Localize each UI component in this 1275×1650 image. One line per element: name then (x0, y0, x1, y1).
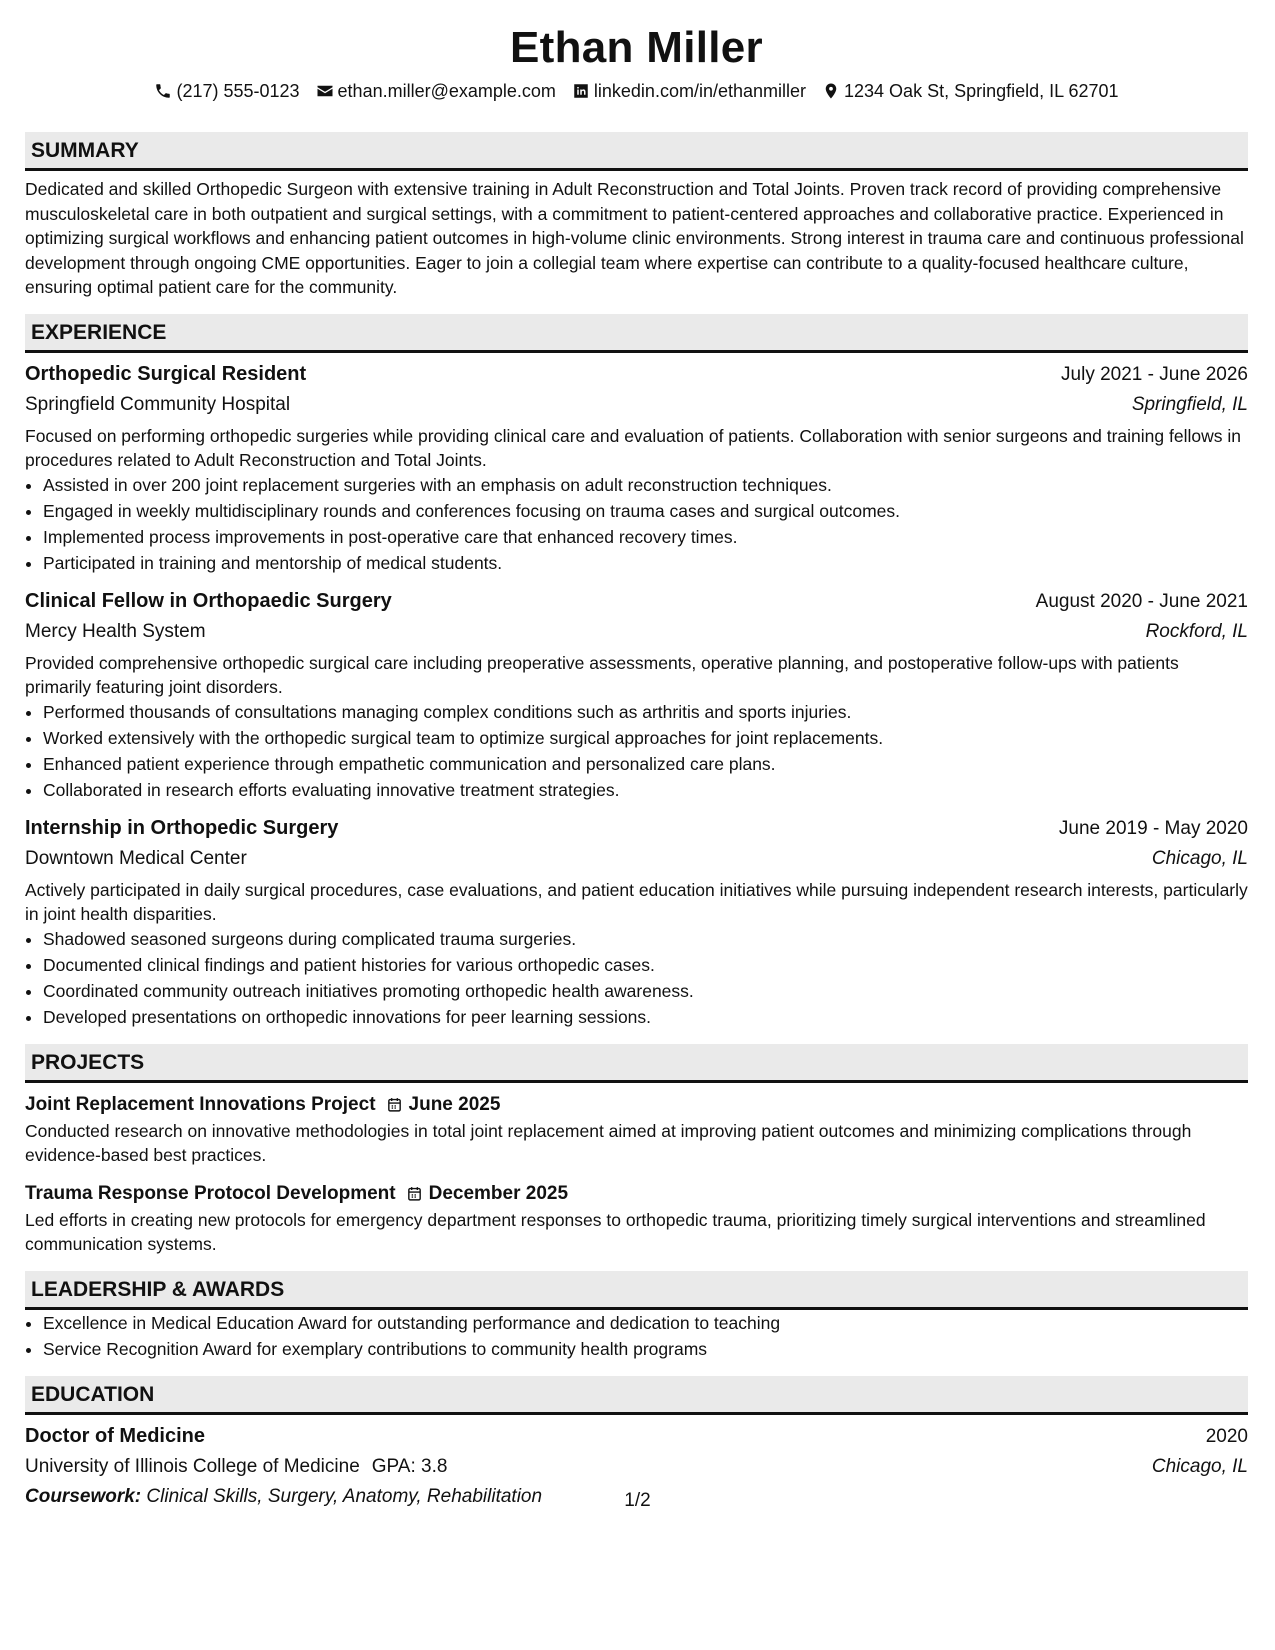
calendar-icon (406, 1185, 423, 1202)
list-item: • Shadowed seasoned surgeons during complicated trauma surgeries. (43, 926, 1248, 952)
candidate-name: Ethan Miller (510, 23, 763, 72)
awards-list (25, 1310, 1248, 1362)
job-title: Clinical Fellow in Orthopaedic Surgery (25, 589, 392, 612)
job-location: Chicago, IL (1151, 847, 1248, 869)
school-line (25, 1452, 447, 1482)
graduation-year: 2020 (1205, 1425, 1248, 1447)
job-bullets (25, 699, 1248, 803)
list-item: • Participated in training and mentorship of medical students. (43, 550, 1248, 576)
contact-email[interactable] (316, 78, 556, 104)
list-item: • Performed thousands of consultations managing complex conditions such as arthritis and sports injuries. (43, 699, 1248, 725)
list-item: • Assisted in over 200 joint replacement surgeries with an emphasis on adult reconstruction techniques. (43, 472, 1248, 498)
project-description: Conducted research on innovative methodologies in total joint replacement aimed at improving patient outcomes and minimizing complications through evidence-based best practices. (25, 1120, 1192, 1165)
degree: Doctor of Medicine (25, 1424, 206, 1447)
list-item: • Service Recognition Award for exemplary contributions to community health programs (43, 1336, 1248, 1362)
page-number: 1/2 (624, 1490, 651, 1511)
school-name: University of Illinois College of Medicine (25, 1455, 360, 1477)
job-dates: August 2020 - June 2021 (1035, 590, 1248, 612)
section-heading-education: EDUCATION (25, 1376, 1248, 1415)
list-item: • Documented clinical findings and patient histories for various orthopedic cases. (43, 952, 1248, 978)
job-location: Springfield, IL (1131, 393, 1248, 415)
list-item: • Coordinated community outreach initiatives promoting orthopedic health awareness. (43, 978, 1248, 1004)
job-location: Rockford, IL (1145, 620, 1248, 642)
job-bullets (25, 472, 1248, 576)
contact-bar (25, 78, 1248, 104)
section-heading-projects: PROJECTS (25, 1044, 1248, 1083)
list-item: • Worked extensively with the orthopedic surgical team to optimize surgical approaches for joint replacements. (43, 725, 1248, 751)
contact-phone (154, 78, 299, 104)
list-item: • Implemented process improvements in post-operative care that enhanced recovery times. (43, 524, 1248, 550)
job-entry (25, 359, 1248, 576)
project-date-text: December 2025 (428, 1182, 569, 1204)
calendar-icon (386, 1096, 403, 1113)
section-heading-awards: LEADERSHIP & AWARDS (25, 1271, 1248, 1310)
project-description: Led efforts in creating new protocols for emergency department responses to orthopedic trauma, prioritizing timely surgical interventions and streamlined communication systems. (25, 1209, 1206, 1254)
gpa: GPA: 3.8 (371, 1455, 448, 1477)
section-heading-experience: EXPERIENCE (25, 314, 1248, 353)
job-title: Orthopedic Surgical Resident (25, 362, 307, 385)
project-date-text: June 2025 (408, 1093, 501, 1115)
project-date (386, 1091, 501, 1119)
contact-address (822, 78, 1119, 104)
summary-text: Dedicated and skilled Orthopedic Surgeon with extensive training in Adult Reconstruction and Total Joints. Proven track record of providing comprehensive musculoskeletal care in both outpatient and surgical settings, with a commitment to patient-centered approaches and collaborative practice. Experienced in optimizing surgical workflows and enhancing patient outcomes in high-volume clinic environments. Strong interest in trauma care and continuous professional development through ongoing CME opportunities. Eager to join a collegial team where expertise can contribute to a quality-focused healthcare culture, ensuring optimal patient care for the community. (25, 179, 1244, 297)
linkedin-icon (572, 82, 590, 100)
job-description: Focused on performing orthopedic surgeries while providing clinical care and evaluation of patients. Collaboration with senior surgeons and training fellows in procedures related to Adult Reconstruction and Total Joints. (25, 425, 1241, 470)
school-location: Chicago, IL (1151, 1455, 1248, 1477)
job-entry (25, 586, 1248, 803)
job-organization: Downtown Medical Center (25, 847, 247, 869)
email-text[interactable]: ethan.miller@example.com (337, 81, 556, 101)
contact-linkedin[interactable] (572, 78, 806, 104)
coursework-list: Clinical Skills, Surgery, Anatomy, Rehabilitation (146, 1485, 543, 1507)
map-pin-icon (822, 82, 840, 100)
phone-icon (154, 82, 172, 100)
list-item: • Enhanced patient experience through empathetic communication and personalized care plans. (43, 751, 1248, 777)
list-item: • Collaborated in research efforts evaluating innovative treatment strategies. (43, 777, 1248, 803)
job-organization: Springfield Community Hospital (25, 393, 291, 415)
project-title: Joint Replacement Innovations Project (25, 1093, 376, 1115)
phone-text: (217) 555-0123 (176, 81, 300, 101)
job-entry (25, 813, 1248, 1030)
job-organization: Mercy Health System (25, 620, 206, 642)
resume-page (25, 0, 1248, 1512)
list-item: • Engaged in weekly multidisciplinary rounds and conferences focusing on trauma cases and surgical outcomes. (43, 498, 1248, 524)
list-item: • Excellence in Medical Education Award for outstanding performance and dedication to teaching (43, 1310, 1248, 1336)
job-title: Internship in Orthopedic Surgery (25, 816, 339, 839)
project-entry (25, 1180, 1248, 1257)
project-title: Trauma Response Protocol Development (25, 1182, 396, 1204)
job-bullets (25, 926, 1248, 1030)
project-entry (25, 1091, 1248, 1168)
list-item: • Developed presentations on orthopedic innovations for peer learning sessions. (43, 1004, 1248, 1030)
section-heading-summary: SUMMARY (25, 132, 1248, 171)
linkedin-text[interactable]: linkedin.com/in/ethanmiller (593, 81, 807, 101)
job-dates: July 2021 - June 2026 (1061, 363, 1248, 385)
job-description: Actively participated in daily surgical procedures, case evaluations, and patient education initiatives while pursuing independent research interests, particularly in joint health disparities. (25, 879, 1248, 924)
coursework-label: Coursework: (25, 1485, 142, 1507)
project-date (406, 1180, 568, 1208)
envelope-icon (316, 82, 334, 100)
job-dates: June 2019 - May 2020 (1058, 817, 1248, 839)
address-text: 1234 Oak St, Springfield, IL 62701 (844, 81, 1119, 101)
job-description: Provided comprehensive orthopedic surgical care including preoperative assessments, operative planning, and postoperative follow-ups with patients primarily featuring joint disorders. (25, 652, 1179, 697)
